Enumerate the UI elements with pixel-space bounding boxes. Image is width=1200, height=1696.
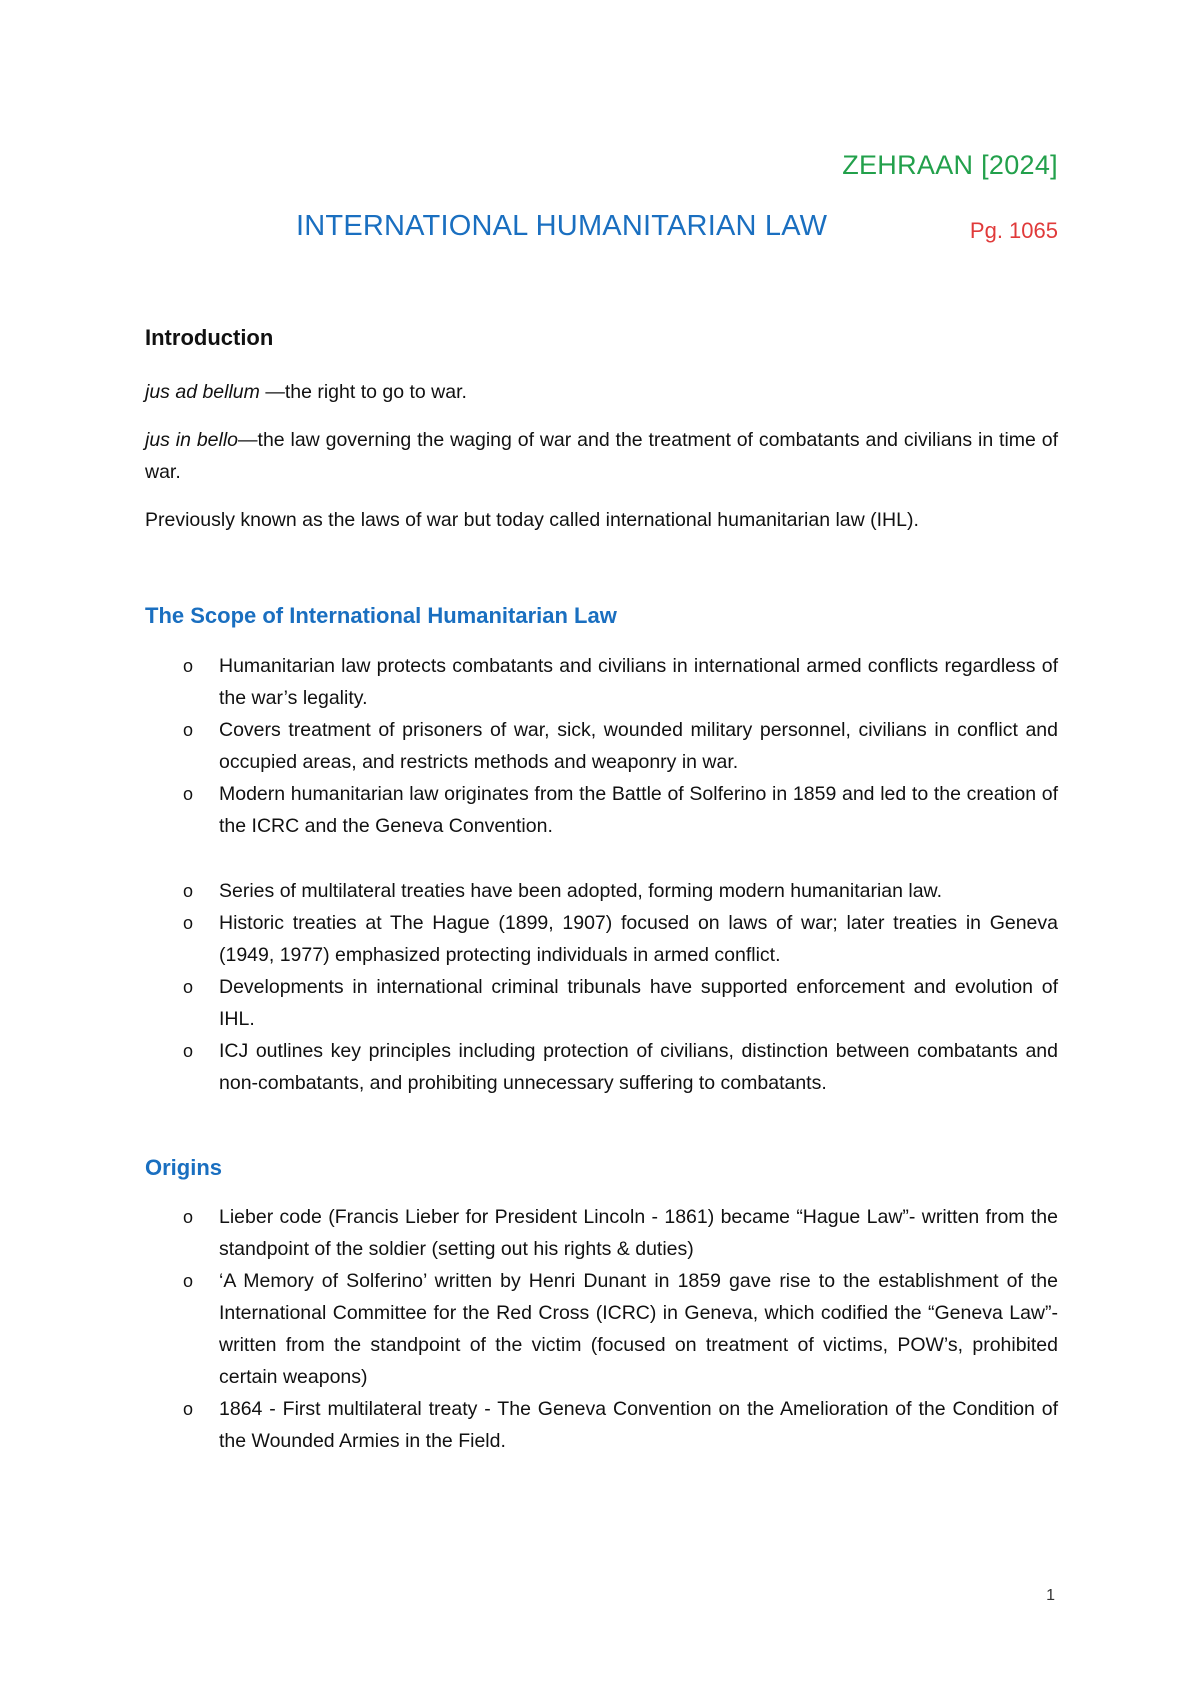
list-item: o ICJ outlines key principles including protection of civilians, distinction between combatants and non-combatants, and prohibiting unnecessary suffering to combatants.: [145, 1035, 1058, 1099]
introduction-body-3: [145, 504, 1058, 536]
jus-in-bello-paragraph: [145, 424, 1058, 488]
ihl-naming-paragraph: Previously known as the laws of war but today called international humanitarian law (IHL).: [145, 509, 919, 531]
bullet-marker: o: [183, 1041, 194, 1061]
jus-ad-bellum-paragraph: [145, 376, 1058, 408]
scope-bullets-b: [145, 875, 1058, 1099]
title-row: [296, 210, 1058, 250]
page-reference: Pg. 1065: [969, 218, 1058, 243]
origins-bullets: [145, 1201, 1058, 1457]
author-label: ZEHRAAN [2024]: [842, 150, 1058, 180]
origins-section: [145, 1155, 1058, 1181]
scope-heading: The Scope of International Humanitarian Law: [145, 603, 617, 628]
page-number: 1: [1046, 1587, 1055, 1604]
list-item: o ‘A Memory of Solferino’ written by Henri Dunant in 1859 gave rise to the establishment of the International Committee for the Red Cross (ICRC) in Geneva, which codified the “Geneva Law”- written from the standpoint of the victim (focused on treatment of victims, POW’s, prohibited certain weapons): [145, 1265, 1058, 1393]
list-item: o Humanitarian law protects combatants and civilians in international armed conflicts regardless of the war’s legality.: [145, 650, 1058, 714]
jus-ad-bellum-definition: —the right to go to war.: [259, 381, 467, 403]
scope-section: [145, 603, 1058, 629]
jus-in-bello-definition: —the law governing the waging of war and the treatment of combatants and civilians in time of war.: [145, 429, 1059, 483]
list-item: o Modern humanitarian law originates from the Battle of Solferino in 1859 and led to the creation of the ICRC and the Geneva Convention.: [145, 778, 1058, 842]
bullet-marker: o: [183, 1207, 194, 1227]
introduction-heading: Introduction: [145, 325, 274, 350]
bullet-marker: o: [183, 1271, 194, 1291]
bullet-marker: o: [183, 1399, 194, 1419]
bullet-marker: o: [183, 977, 194, 997]
bullet-marker: o: [183, 913, 194, 933]
scope-bullet-list-b: [145, 875, 1058, 1099]
introduction-section: [145, 325, 1058, 351]
scope-bullets-a: [145, 650, 1058, 842]
bullet-marker: o: [183, 784, 194, 804]
jus-ad-bellum-term: jus ad bellum: [145, 381, 260, 403]
list-item: o 1864 - First multilateral treaty - The Geneva Convention on the Amelioration of the Condition of the Wounded Armies in the Field.: [145, 1393, 1058, 1457]
introduction-body: [145, 376, 1058, 408]
jus-in-bello-term: jus in bello: [145, 429, 239, 451]
bullet-marker: o: [183, 720, 194, 740]
list-item: o Lieber code (Francis Lieber for President Lincoln - 1861) became “Hague Law”- written from the standpoint of the soldier (setting out his rights & duties): [145, 1201, 1058, 1265]
list-item: o Series of multilateral treaties have been adopted, forming modern humanitarian law.: [145, 875, 1058, 907]
bullet-marker: o: [183, 881, 194, 901]
origins-bullet-list: [145, 1201, 1058, 1457]
document-title: INTERNATIONAL HUMANITARIAN LAW: [296, 210, 828, 242]
list-item: o Developments in international criminal tribunals have supported enforcement and evolution of IHL.: [145, 971, 1058, 1035]
list-item: o Covers treatment of prisoners of war, sick, wounded military personnel, civilians in conflict and occupied areas, and restricts methods and weaponry in war.: [145, 714, 1058, 778]
bullet-marker: o: [183, 656, 194, 676]
list-item: o Historic treaties at The Hague (1899, 1907) focused on laws of war; later treaties in Geneva (1949, 1977) emphasized protecting individuals in armed conflict.: [145, 907, 1058, 971]
scope-bullet-list-a: [145, 650, 1058, 842]
introduction-body-2: [145, 424, 1058, 488]
origins-heading: Origins: [145, 1155, 223, 1180]
